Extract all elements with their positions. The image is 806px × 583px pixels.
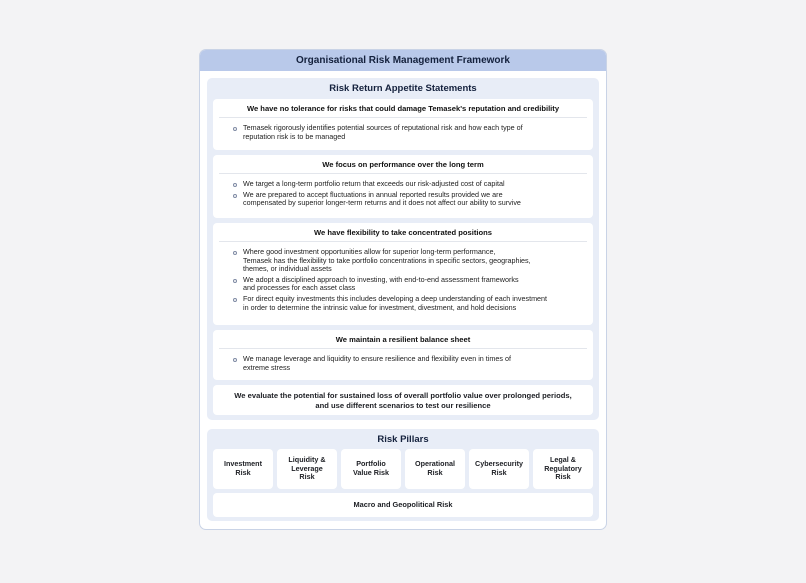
bullet-icon: [233, 298, 237, 302]
statement-bullet: Where good investment opportunities allow for superior long-term performance, Temasek has the flexibility to take portfolio concentrations in specific sectors, geographies, themes, or individual assets: [231, 248, 585, 274]
statement-heading: We focus on performance over the long term: [219, 155, 587, 174]
final-statement: We evaluate the potential for sustained loss of overall portfolio value over prolonged periods, and use different scenarios to test our resilience: [234, 391, 572, 410]
statement-bullet: We adopt a disciplined approach to investing, with end-to-end assessment frameworks and processes for each asset class: [231, 276, 585, 293]
risk-pillars-title: Risk Pillars: [377, 434, 429, 445]
statement-heading: We have no tolerance for risks that could damage Temasek's reputation and credibility: [219, 99, 587, 118]
pillar-operational-risk: Operational Risk: [405, 449, 465, 489]
statement-heading: We maintain a resilient balance sheet: [219, 330, 587, 349]
bullet-icon: [233, 279, 237, 283]
statement-bullet: For direct equity investments this includes developing a deep understanding of each investment in order to determine the intrinsic value for investment, divestment, and hold decisions: [231, 295, 585, 312]
framework-diagram: [199, 49, 607, 530]
statement-bullet: We target a long-term portfolio return that exceeds our risk-adjusted cost of capital: [231, 180, 585, 189]
pillar-cybersecurity-risk: Cybersecurity Risk: [469, 449, 529, 489]
statement-heading: We have flexibility to take concentrated positions: [219, 223, 587, 242]
risk-pillars-section: [207, 429, 599, 521]
statement-card-long-term: [213, 155, 593, 218]
pillar-portfolio-value-risk: Portfolio Value Risk: [341, 449, 401, 489]
statement-card-reputation: [213, 99, 593, 150]
bullet-icon: [233, 183, 237, 187]
statement-bullet: We are prepared to accept fluctuations in annual reported results provided we are compensated by superior longer-term returns and it does not affect our ability to survive: [231, 191, 585, 208]
statement-card-concentrated: [213, 223, 593, 325]
statement-card-sustained-loss: [213, 385, 593, 415]
bullet-icon: [233, 358, 237, 362]
risk-return-section: [207, 78, 599, 420]
pillar-legal-regulatory-risk: Legal & Regulatory Risk: [533, 449, 593, 489]
bullet-icon: [233, 127, 237, 131]
pillar-liquidity-leverage-risk: Liquidity & Leverage Risk: [277, 449, 337, 489]
statement-bullet: Temasek rigorously identifies potential sources of reputational risk and how each type of reputation risk is to be managed: [231, 124, 585, 141]
statement-bullet: We manage leverage and liquidity to ensure resilience and flexibility even in times of extreme stress: [231, 355, 585, 372]
diagram-title: Organisational Risk Management Framework: [200, 50, 606, 71]
bullet-icon: [233, 194, 237, 198]
bullet-icon: [233, 251, 237, 255]
statement-card-balance-sheet: [213, 330, 593, 380]
macro-geopolitical-risk: Macro and Geopolitical Risk: [213, 493, 593, 517]
pillar-investment-risk: Investment Risk: [213, 449, 273, 489]
risk-return-title: Risk Return Appetite Statements: [329, 83, 477, 94]
